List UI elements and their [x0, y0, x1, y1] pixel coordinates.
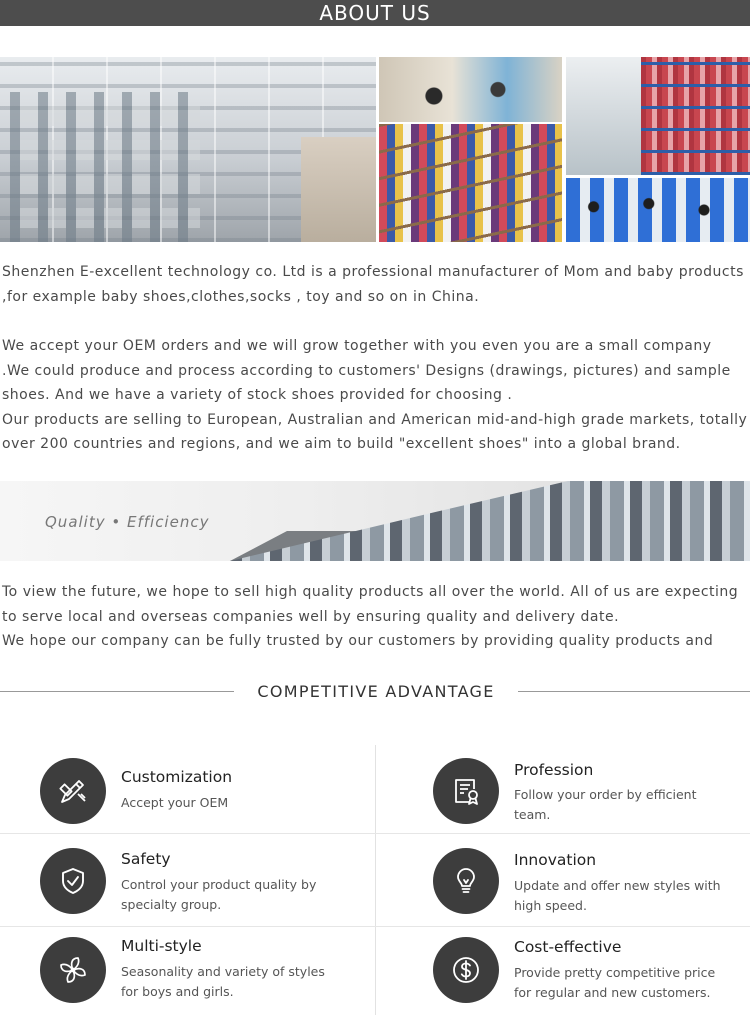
advantage-desc: Accept your OEM: [121, 795, 229, 810]
vision-paragraph: To view the future, we hope to sell high quality products all over the world. All of us are expecting to serve local and overseas companies well by ensuring quality and delivery date. We hope our company can be fully trusted by our customers by providing quality products and: [2, 584, 739, 650]
design-tools-icon: [40, 758, 106, 824]
shoe-showroom-photo: [379, 124, 562, 242]
heading-divider-left: [0, 691, 234, 692]
advantage-title: Safety: [121, 850, 171, 868]
advantage-multi-style: [40, 937, 400, 1017]
advantage-desc: Provide pretty competitive price for regular and new customers.: [514, 965, 716, 1000]
office-building-photo: [0, 57, 376, 242]
advantage-safety: [40, 848, 400, 928]
lightbulb-icon: [433, 848, 499, 914]
competitive-advantage-heading: [0, 680, 750, 704]
page-title: ABOUT US: [319, 1, 431, 25]
advantage-title: Cost-effective: [514, 938, 622, 956]
advantage-desc: Control your product quality by specialty group.: [121, 877, 317, 912]
advantage-customization: [40, 758, 400, 838]
advantage-profession: [433, 758, 750, 838]
factory-floor-photo: [566, 178, 750, 242]
advantage-title: Customization: [121, 768, 233, 786]
advantage-title: Profession: [514, 761, 594, 779]
section-title: COMPETITIVE ADVANTAGE: [257, 682, 495, 701]
advantage-title: Multi-style: [121, 937, 202, 955]
pinwheel-icon: [40, 937, 106, 1003]
advantage-desc: Seasonality and variety of styles for boys and girls.: [121, 964, 325, 999]
banner-building-graphic: [230, 481, 750, 561]
intro-paragraph: Shenzhen E-excellent technology co. Ltd is a professional manufacturer of Mom and baby products ,for example baby shoes,clothes,socks , toy and so on in China.: [2, 264, 744, 305]
advantage-title: Innovation: [514, 851, 597, 869]
office-interior-photo: [379, 57, 562, 122]
certificate-icon: [433, 758, 499, 824]
quality-banner: [0, 481, 750, 561]
advantage-innovation: [433, 848, 750, 928]
page-header: [0, 0, 750, 26]
heading-divider-right: [518, 691, 750, 692]
oem-paragraph: We accept your OEM orders and we will grow together with you even you are a small company .We could produce and process according to customers' Designs (drawings, pictures) and sample shoes. And we have a variety of stock shoes provided for choosing . Our products are selling to European, Australian and American mid-and-high grade markets, totally over 200 countries and regions, and we aim to build "excellent shoes" into a global brand.: [2, 338, 748, 453]
dollar-coin-icon: [433, 937, 499, 1003]
banner-tagline: Quality • Efficiency: [45, 513, 210, 531]
advantage-desc: Follow your order by efficient team.: [514, 787, 697, 822]
advantage-desc: Update and offer new styles with high speed.: [514, 878, 721, 913]
shield-check-icon: [40, 848, 106, 914]
advantage-cost-effective: [433, 937, 750, 1017]
warehouse-photo: [566, 57, 750, 175]
